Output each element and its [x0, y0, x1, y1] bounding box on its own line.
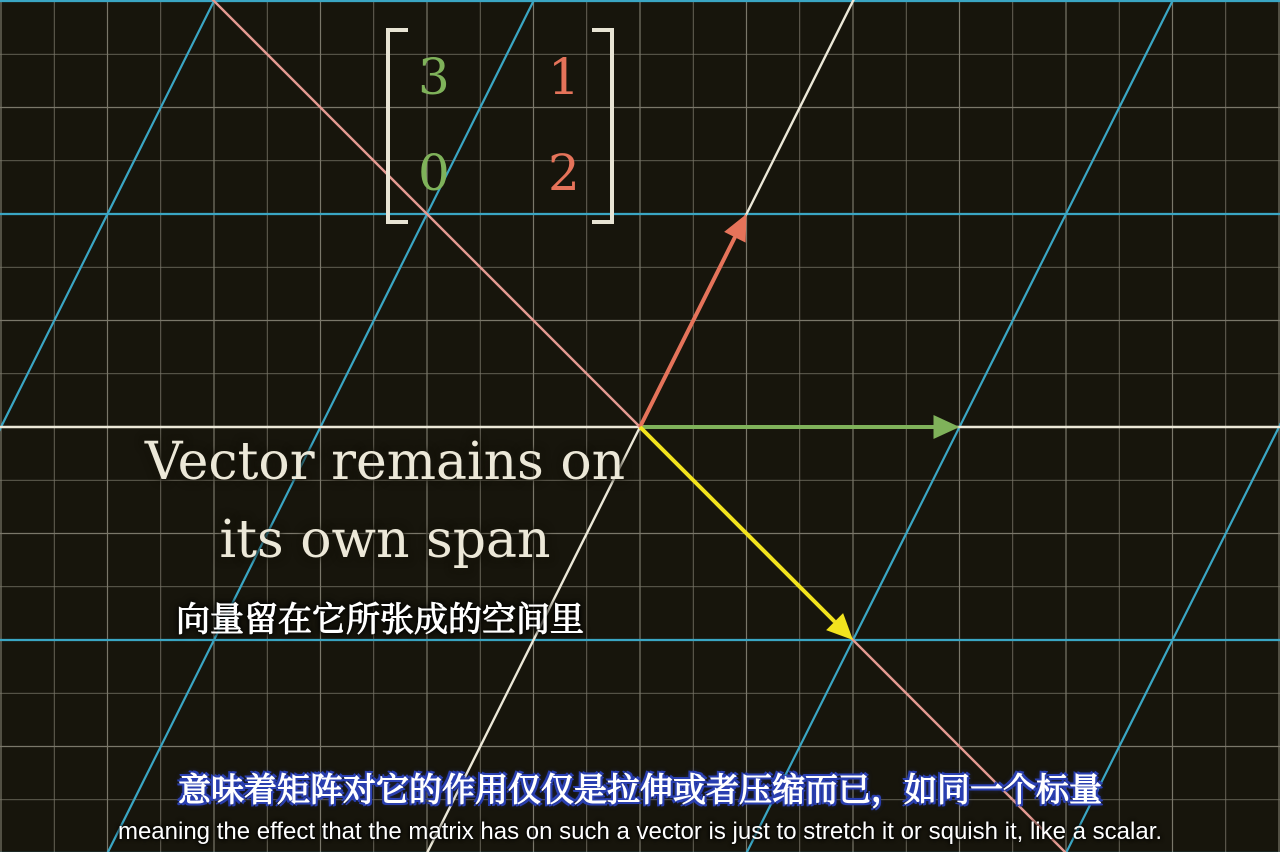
matrix-left-bracket [386, 28, 408, 224]
subtitle-chinese: 意味着矩阵对它的作用仅仅是拉伸或者压缩而已，如同一个标量 [178, 770, 1102, 809]
matrix-right-bracket [592, 28, 614, 224]
matrix-entry-a22: 2 [548, 144, 580, 202]
matrix-entry-a11: 3 [418, 48, 450, 106]
caption-line-1: Vector remains on [144, 432, 626, 492]
subtitle-english: meaning the effect that the matrix has on such a vector is just to stretch it or squish it, like a scalar. [117, 818, 1163, 845]
matrix-entry-a21: 0 [418, 144, 450, 202]
j-hat-vector-shaft [640, 237, 735, 427]
matrix-entry-a12: 1 [548, 48, 580, 106]
caption-line-2: its own span [219, 510, 551, 570]
eigenvector-vector-shaft [640, 427, 835, 622]
caption-chinese: 向量留在它所张成的空间里 [176, 600, 584, 640]
